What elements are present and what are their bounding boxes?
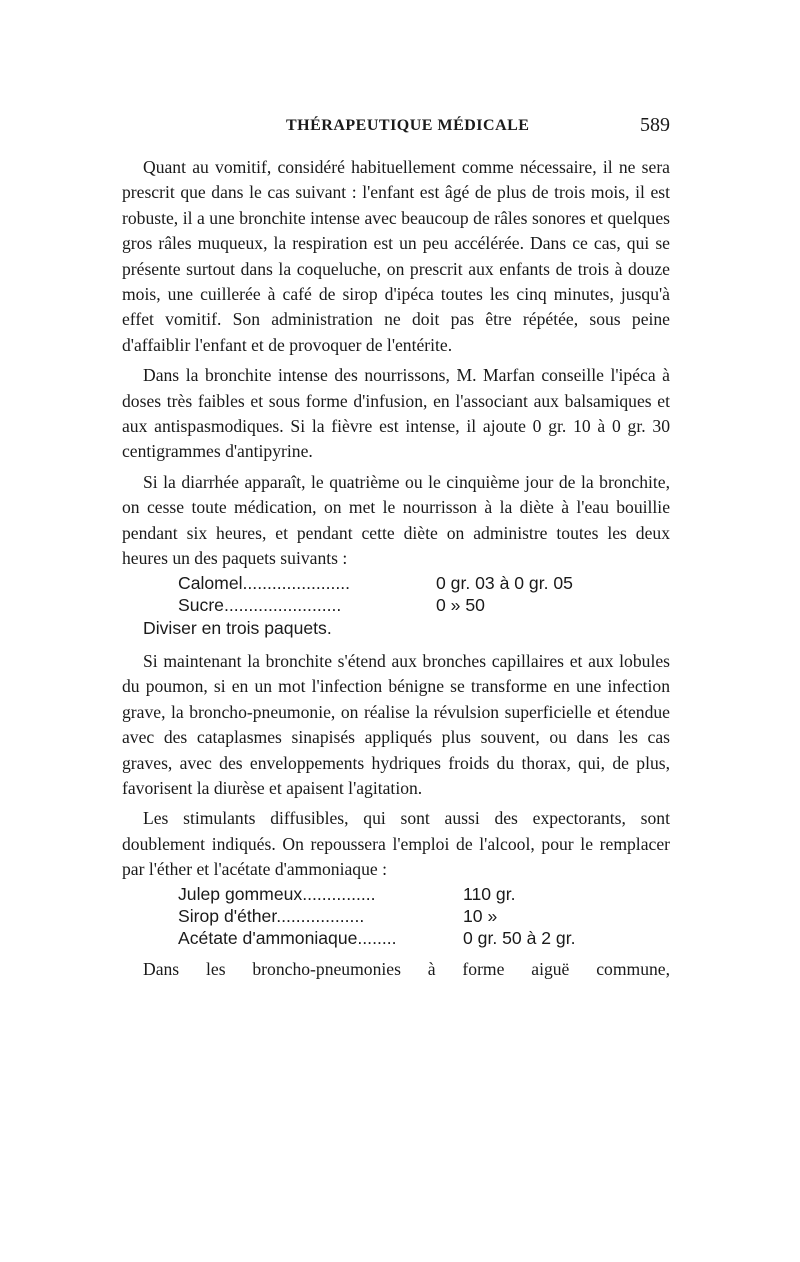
recipe-row — [122, 883, 670, 905]
recipe-dose: 0 gr. 50 à 2 gr. — [463, 927, 576, 948]
page-number: 589 — [640, 114, 670, 136]
paragraph-continuation: Dans les broncho-pneumonies à forme aiguë commune, — [143, 958, 670, 979]
recipe-dose: 10 » — [463, 905, 498, 926]
body-text — [122, 155, 670, 982]
paragraph-diarrhee: Si la diarrhée apparaît, le quatrième ou le cinquième jour de la bronchite, on cesse toute médication, on met le nourrisson à la diète à l'eau bouillie pendant six heures, et pendant cette diète on administre toutes les deux heures un des paquets suivants : — [122, 471, 670, 569]
recipe-julep — [122, 883, 670, 949]
paragraph-bronchite-nourrissons: Dans la bronchite intense des nourrissons, M. Marfan conseille l'ipéca à doses très faibles et sous forme d'infusion, en l'associant aux balsamiques et aux antispasmodiques. Si la fièvre est intense, il ajoute 0 gr. 10 à 0 gr. 30 centigrammes d'antipyrine. — [122, 365, 670, 462]
recipe-row — [122, 927, 670, 949]
recipe-row — [122, 572, 670, 594]
recipe-row — [122, 594, 670, 616]
recipe-instruction: Diviser en trois paquets. — [143, 617, 332, 638]
recipe-ingredient: Sirop d'éther.................. — [178, 905, 365, 926]
recipe-ingredient: Sucre........................ — [178, 594, 342, 615]
recipe-dose: 110 gr. — [463, 883, 516, 904]
paragraph-broncho-pneumonie: Si maintenant la bronchite s'étend aux bronches capillaires et aux lobules du poumon, si en un mot l'infection bénigne se transforme en une infection grave, la broncho-pneumonie, on réalise la révulsion superficielle et étendue avec des cataplasmes sinapisés appliqués plus souvent, ou dans les cas graves, avec des enveloppements hydriques froids du thorax, qui, de plus, favorisent la diurèse et apaisent l'agitation. — [122, 650, 670, 798]
recipe-ingredient: Acétate d'ammoniaque........ — [178, 927, 397, 948]
running-title: THÉRAPEUTIQUE MÉDICALE — [286, 117, 530, 134]
recipe-dose: 0 » 50 — [436, 594, 485, 615]
paragraph-vomitif: Quant au vomitif, considéré habituellement comme nécessaire, il ne sera prescrit que dans le cas suivant : l'enfant est âgé de plus de trois mois, il est robuste, il a une bronchite intense avec beaucoup de râles sonores et quelques gros râles muqueux, la respiration est un peu accélérée. Dans ce cas, qui se présente surtout dans la coqueluche, on prescrit aux enfants de trois à douze mois, une cuillerée à café de sirop d'ipéca toutes les cinq minutes, jusqu'à effet vomitif. Son administration ne doit pas être répétée, sous peine d'affaiblir l'enfant et de provoquer de l'entérite. — [122, 157, 670, 355]
recipe-paquets — [122, 572, 670, 616]
recipe-ingredient: Julep gommeux............... — [178, 883, 376, 904]
recipe-row — [122, 905, 670, 927]
recipe-ingredient: Calomel...................... — [178, 572, 351, 593]
recipe-dose: 0 gr. 03 à 0 gr. 05 — [436, 572, 573, 593]
paragraph-stimulants: Les stimulants diffusibles, qui sont aussi des expectorants, sont doublement indiqués. On repoussera l'emploi de l'alcool, pour le remplacer par l'éther et l'acétate d'ammoniaque : — [122, 808, 670, 880]
running-head — [122, 114, 670, 143]
